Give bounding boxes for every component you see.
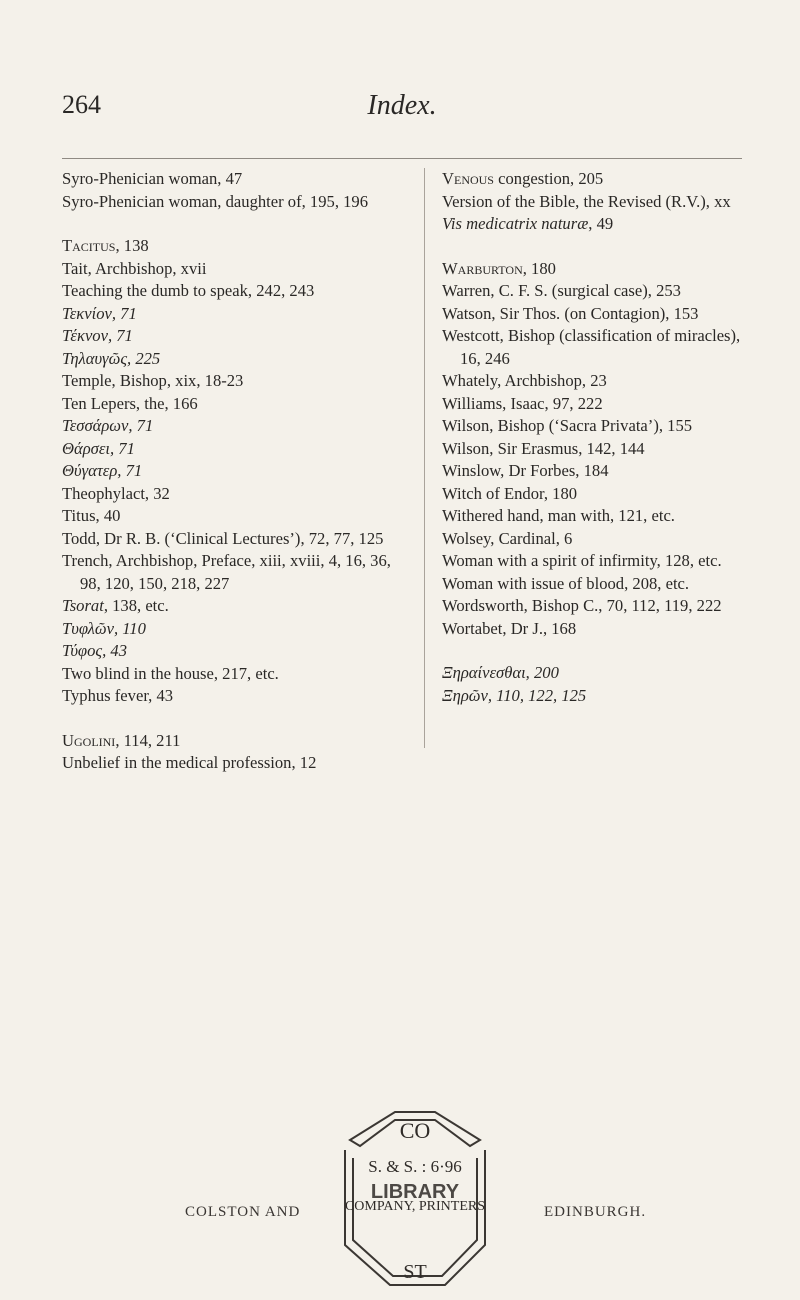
index-entry: Unbelief in the medical profession, 12 xyxy=(62,753,317,772)
index-entry: Τύφος, 43 xyxy=(62,641,128,660)
index-entry: Wordsworth, Bishop C., 70, 112, 119, 222 xyxy=(442,596,722,615)
index-entry: Woman with issue of blood, 208, etc. xyxy=(442,573,690,593)
page-header xyxy=(62,90,742,130)
index-entry: Ξηρῶν, 110, 122, 125 xyxy=(442,685,587,705)
index-entry: Withered hand, man with, 121, etc. xyxy=(442,506,675,525)
stamp-text-company: COMPANY, PRINTERS xyxy=(344,1199,486,1214)
page-number: 264 xyxy=(62,90,101,119)
index-entry: Titus, 40 xyxy=(62,506,121,525)
index-entry: Τέκνον, 71 xyxy=(62,326,133,345)
index-entry: Todd, Dr R. B. (‘Clinical Lectures’), 72, 77, 125 xyxy=(62,528,384,548)
index-entry: Teaching the dumb to speak, 242, 243 xyxy=(62,281,315,300)
index-entry: Venous congestion, 205 xyxy=(442,169,604,188)
index-entry: Version of the Bible, the Revised (R.V.), xx xyxy=(442,191,731,211)
stamp-text-library: LIBRARY xyxy=(370,1181,460,1203)
index-entry: Warren, C. F. S. (surgical case), 253 xyxy=(442,281,681,300)
index-entry: Θύγατερ, 71 xyxy=(62,461,143,480)
index-entry: Tait, Archbishop, xvii xyxy=(62,258,207,278)
index-entry: Τεσσάρων, 71 xyxy=(62,416,154,435)
imprint-right: EDINBURGH. xyxy=(544,1204,647,1220)
index-entry: Williams, Isaac, 97, 222 xyxy=(442,393,603,413)
index-entry: Τυφλῶν, 110 xyxy=(62,618,146,638)
index-entry: Winslow, Dr Forbes, 184 xyxy=(442,461,609,480)
index-group xyxy=(62,730,402,775)
index-entry: Whately, Archbishop, 23 xyxy=(442,371,607,390)
index-entry: Wolsey, Cardinal, 6 xyxy=(442,528,573,548)
index-entry: Watson, Sir Thos. (on Contagion), 153 xyxy=(442,303,699,323)
index-column-left xyxy=(62,168,402,797)
index-entry: Wilson, Sir Erasmus, 142, 144 xyxy=(442,438,645,458)
index-entry: Warburton, 180 xyxy=(442,258,556,278)
index-entry: Woman with a spirit of infirmity, 128, etc. xyxy=(442,551,722,570)
column-divider xyxy=(424,168,425,748)
index-entry: Syro-Phenician woman, 47 xyxy=(62,169,243,188)
index-entry: Vis medicatrix naturæ, 49 xyxy=(442,214,614,233)
index-entry: Tacitus, 138 xyxy=(62,236,149,255)
index-entry: Ugolini, 114, 211 xyxy=(62,730,181,750)
index-entry: Typhus fever, 43 xyxy=(62,686,174,705)
index-column-right xyxy=(442,168,742,729)
index-entry: Trench, Archbishop, Preface, xiii, xviii, 4, 16, 36, 98, 120, 150, 218, 227 xyxy=(62,551,391,593)
index-entry: Θάρσει, 71 xyxy=(62,438,135,458)
index-entry: Syro-Phenician woman, daughter of, 195, 196 xyxy=(62,191,369,211)
index-entry: Two blind in the house, 217, etc. xyxy=(62,663,279,683)
stamp-text-firm: S. & S. : 6·96 xyxy=(368,1157,462,1176)
index-group xyxy=(62,235,402,708)
index-group xyxy=(442,258,742,641)
stamp-text-top: CO xyxy=(399,1118,431,1143)
running-title: Index. xyxy=(367,90,437,121)
index-entry: Wortabet, Dr J., 168 xyxy=(442,618,577,638)
index-entry: Τεκνίον, 71 xyxy=(62,303,137,323)
index-group xyxy=(62,168,402,213)
index-group xyxy=(442,168,742,236)
index-entry: Theophylact, 32 xyxy=(62,483,170,503)
index-entry: Wilson, Bishop (‘Sacra Privata’), 155 xyxy=(442,416,693,435)
index-entry: Τηλαυγῶς, 225 xyxy=(62,348,161,368)
index-entry: Witch of Endor, 180 xyxy=(442,483,578,503)
index-entry: Tsorat, 138, etc. xyxy=(62,596,169,615)
index-entry: Ten Lepers, the, 166 xyxy=(62,393,198,413)
header-rule xyxy=(62,158,742,159)
imprint-left: COLSTON AND xyxy=(185,1204,301,1220)
index-group xyxy=(442,662,742,707)
index-entry: Temple, Bishop, xix, 18-23 xyxy=(62,371,244,390)
stamp-text-bottom: ST xyxy=(403,1261,427,1283)
index-entry: Ξηραίνεσθαι, 200 xyxy=(442,663,559,682)
index-entry: Westcott, Bishop (classification of miracles), 16, 246 xyxy=(442,326,741,368)
